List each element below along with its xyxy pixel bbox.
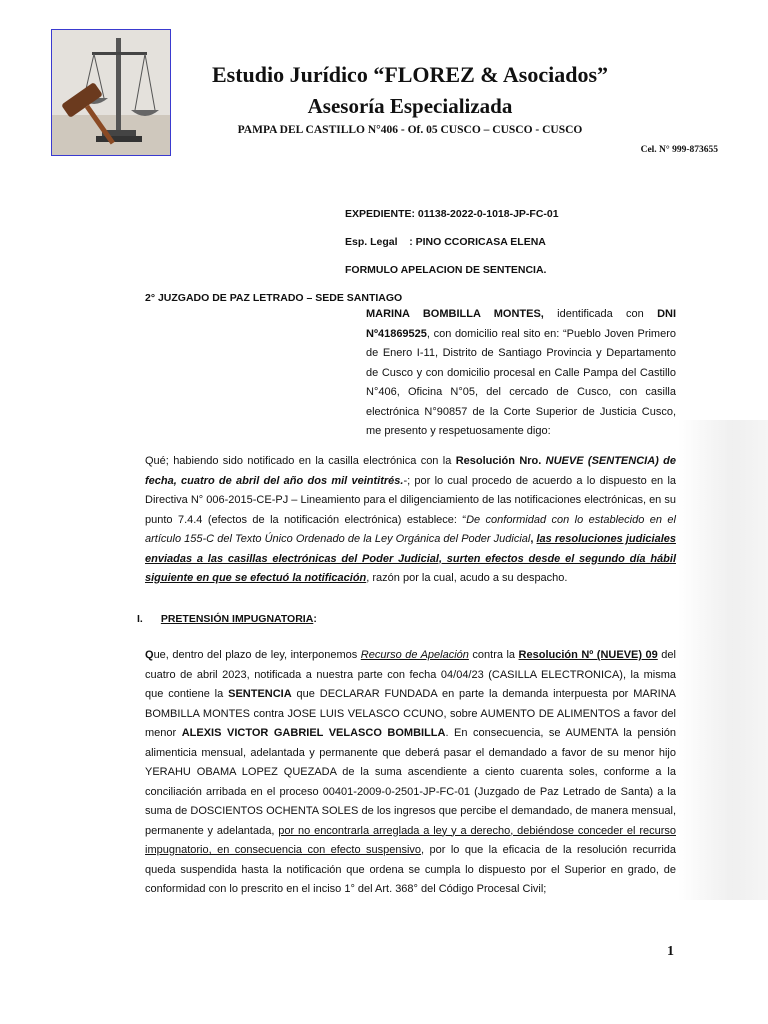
intro-paragraph: [366, 305, 676, 442]
p1-comma: ,: [530, 533, 537, 545]
p2-text-4: que DECLARAR FUNDADA en parte la demanda interpuesta por MARINA BOMBILLA MONTES contra JOSE LUIS VELASCO CCUNO, sobre AUMENTO DE ALIMENTOS a favor del menor: [145, 688, 676, 739]
firm-phone: Cel. N° 999-873655: [640, 145, 718, 155]
intro-text-2: , con domicilio real sito en: “Pueblo Joven Primero de Enero I-11, Distrito de Santiago Provincia y Departamento de Cusco y con domicilio procesal en Calle Pampa del Castillo N°406, Oficina N°05, del cercado de Cusco, con casilla electrónica N°90857 de la Corte Superior de Justicia Cusco, me presento y respetuosamente digo:: [366, 327, 676, 437]
firm-subtitle: Asesoría Especializada: [307, 94, 513, 118]
intro-text: identificada con: [543, 308, 658, 320]
page-number: 1: [667, 944, 674, 959]
section-number: I.: [137, 613, 143, 625]
p1-resolution: Resolución Nro.: [455, 455, 546, 467]
scales-of-justice-icon: [52, 30, 171, 156]
p2-text-3: del cuatro de abril 2023, notificada a nuestra parte con fecha 04/04/23 (CASILLA ELECTRONICA), la misma que contiene la: [145, 649, 676, 700]
dni-number: DNI Nº41869525: [366, 308, 677, 340]
p2-resolution: Resolución Nº (NUEVE) 09: [518, 649, 658, 661]
firm-logo: [51, 29, 171, 156]
notification-paragraph: [145, 452, 676, 589]
appeal-paragraph: [145, 646, 676, 900]
court-name: 2° JUZGADO DE PAZ LETRADO – SEDE SANTIAGO: [145, 292, 403, 304]
p2-text-5: . En consecuencia, se AUMENTA la pensión alimenticia mensual, adelantada y permanente que deberá pasar el demandado a favor de su menor hijo YERAHU OBAMA LOPEZ QUEZADA de la suma ascendiente a ciento cuarenta soles, conforme a la conciliación arribada en el proceso 00401-2009-0-2501-JP-FC-01 (Juzgado de Paz Letrado de Santa) a la suma de DOSCIENTOS OCHENTA SOLES de los ingresos que percibe el demandado, de manera mensual, permanente y adelantada,: [145, 727, 676, 837]
p1-text-3: , razón por la cual, acudo a su despacho.: [366, 572, 568, 584]
p2-minor-name: ALEXIS VICTOR GABRIEL VELASCO BOMBILLA: [181, 727, 446, 739]
p1-resolution-date: NUEVE (SENTENCIA) de fecha, cuatro de abril del año dos mil veintitrés.: [145, 455, 676, 487]
section-colon: :: [313, 613, 317, 625]
esp-legal: [345, 236, 546, 248]
esp-legal-label: Esp. Legal: [345, 236, 398, 248]
section-heading: [137, 613, 317, 625]
p2-text-6: , por lo que la eficacia de la resolución recurrida queda suspendida hasta la notificación que ordena se cumpla lo dispuesto por el Superior en grado, de conformidad con lo prescrito en el inciso 1° del Art. 368° del Código Procesal Civil;: [145, 844, 676, 895]
p2-underlined: por no encontrarla arreglada a ley y a derecho, debiéndose conceder el recurso impugnatorio, en consecuencia con efecto suspensivo: [145, 824, 676, 856]
p2-text-2: contra la: [468, 649, 519, 661]
p2-initial: Q: [145, 649, 154, 661]
firm-name: Estudio Jurídico “FLOREZ & Asociados”: [211, 62, 609, 87]
p1-quote: De conformidad con lo establecido en el artículo 155-C del Texto Único Ordenado de la Ley Orgánica del Poder Judicial: [145, 513, 676, 545]
sumilla: FORMULO APELACION DE SENTENCIA.: [345, 264, 547, 276]
esp-legal-value: : PINO CCORICASA ELENA: [409, 236, 546, 248]
scan-shadow: [678, 420, 768, 900]
expediente-number: EXPEDIENTE: 01138-2022-0-1018-JP-FC-01: [345, 208, 559, 220]
p1-quote-emphasis: las resoluciones judiciales enviadas a las casillas electrónicas del Poder Judicial, surten efectos desde el segundo día hábil siguiente en que se efectuó la notificación: [145, 533, 676, 584]
firm-address: PAMPA DEL CASTILLO N°406 - Of. 05 CUSCO – CUSCO - CUSCO: [237, 124, 583, 136]
p2-text: ue, dentro del plazo de ley, interponemos: [153, 649, 361, 661]
plaintiff-name: MARINA BOMBILLA MONTES,: [366, 308, 544, 320]
p2-recurso: Recurso de Apelación: [360, 649, 469, 661]
p1-text-2: -; por lo cual procedo de acuerdo a lo dispuesto en la Directiva N° 006-2015-CE-PJ – Lineamiento para el diligenciamiento de las notificaciones electrónicas, en su punto 7.4.4 (efectos de la notificación electrónica) establece: “: [145, 474, 677, 526]
p2-sentencia: SENTENCIA: [228, 688, 292, 700]
section-title: PRETENSIÓN IMPUGNATORIA: [160, 613, 314, 625]
p1-text: Qué; habiendo sido notificado en la casilla electrónica con la: [145, 455, 456, 467]
